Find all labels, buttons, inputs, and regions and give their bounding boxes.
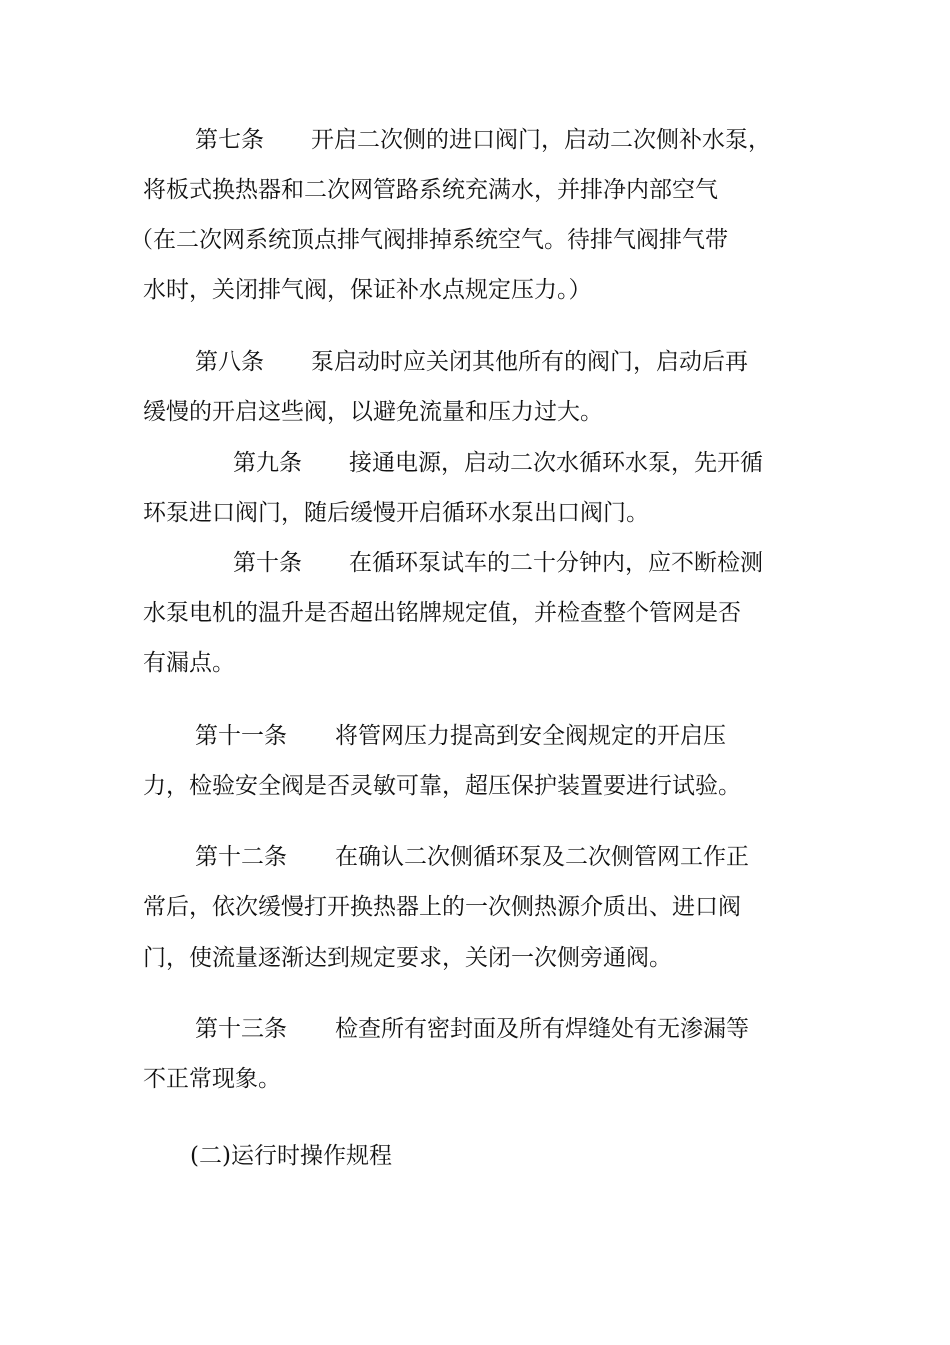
article-9-label: 第九条	[233, 450, 302, 476]
article-11-first-line: 将管网压力提高到安全阀规定的开启压	[335, 723, 726, 749]
section-heading: (二)运行时操作规程	[190, 1143, 392, 1169]
article-12-head	[195, 842, 749, 872]
article-7-head	[195, 125, 771, 155]
article-11-line-2: 力，检验安全阀是否灵敏可靠，超压保护装置要进行试验。	[143, 773, 741, 799]
article-13-label: 第十三条	[195, 1016, 287, 1042]
article-13-line-2: 不正常现象。	[143, 1066, 281, 1092]
article-8-first-line: 泵启动时应关闭其他所有的阀门，启动后再	[311, 349, 748, 375]
article-8-head	[195, 347, 748, 377]
article-7-line-2: 将板式换热器和二次网管路系统充满水，并排净内部空气	[143, 177, 718, 203]
article-7-line-4: 水时，关闭排气阀，保证补水点规定压力。）	[143, 277, 592, 303]
article-9-first-line: 接通电源，启动二次水循环水泵，先开循	[349, 450, 763, 476]
article-13-first-line: 检查所有密封面及所有焊缝处有无渗漏等	[335, 1016, 749, 1042]
article-10-label: 第十条	[233, 550, 302, 576]
article-10-head	[233, 548, 763, 578]
article-12-first-line: 在确认二次侧循环泵及二次侧管网工作正	[335, 844, 749, 870]
article-9-head	[233, 448, 763, 478]
article-11-head	[195, 721, 726, 751]
article-13-head	[195, 1014, 749, 1044]
article-10-line-2: 水泵电机的温升是否超出铭牌规定值，并检查整个管网是否	[143, 600, 741, 626]
article-10-line-3: 有漏点。	[143, 650, 235, 676]
article-11-label: 第十一条	[195, 723, 287, 749]
article-7-label: 第七条	[195, 127, 264, 153]
article-8-label: 第八条	[195, 349, 264, 375]
article-12-line-2: 常后，依次缓慢打开换热器上的一次侧热源介质出、进口阀	[143, 894, 741, 920]
article-9-line-2: 环泵进口阀门，随后缓慢开启循环水泵出口阀门。	[143, 500, 649, 526]
article-12-label: 第十二条	[195, 844, 287, 870]
article-7-line-3: （在二次网系统顶点排气阀排掉系统空气。待排气阀排气带	[130, 227, 728, 253]
article-10-first-line: 在循环泵试车的二十分钟内，应不断检测	[349, 550, 763, 576]
article-12-line-3: 门，使流量逐渐达到规定要求，关闭一次侧旁通阀。	[143, 945, 672, 971]
article-7-first-line: 开启二次侧的进口阀门，启动二次侧补水泵，	[311, 127, 771, 153]
article-8-line-2: 缓慢的开启这些阀，以避免流量和压力过大。	[143, 399, 603, 425]
